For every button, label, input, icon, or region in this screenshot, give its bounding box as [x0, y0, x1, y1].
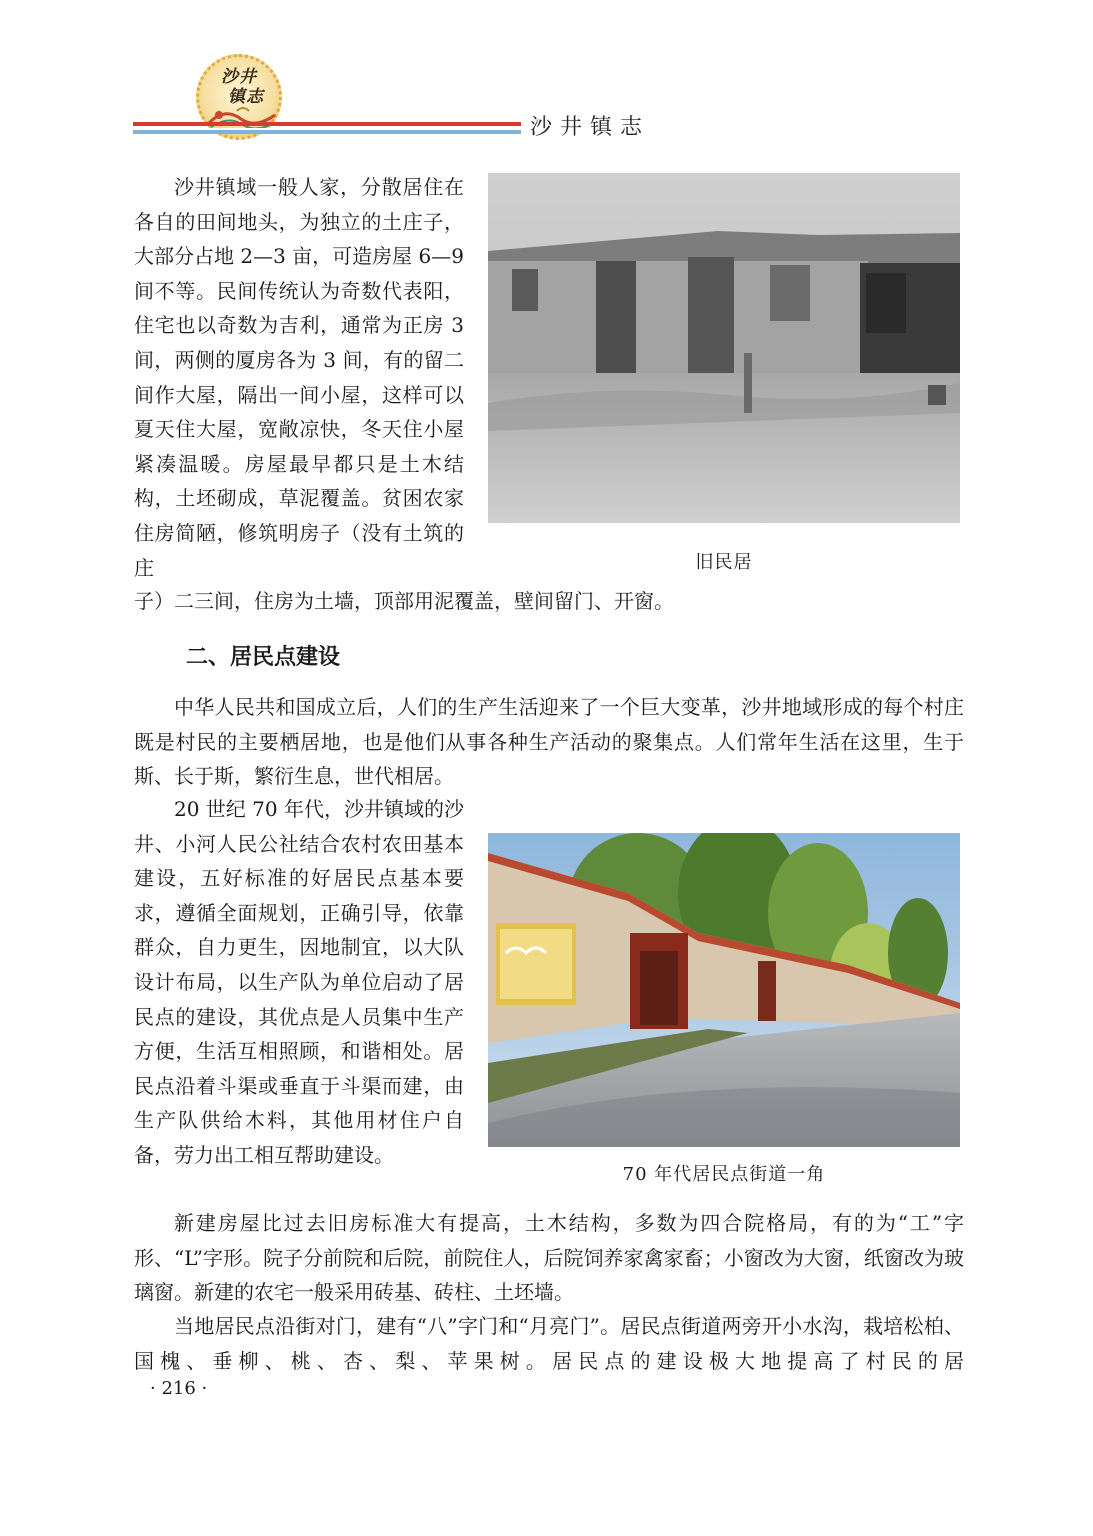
paragraph-after-1949: 中华人民共和国成立后，人们的生产生活迎来了一个巨大变革，沙井地域形成的每个村庄既是村民的主要栖居地，也是他们从事各种生产活动的聚集点。人们常年生活在这里，生于斯、长于斯，繁衍生息，世代相居。 [134, 695, 964, 789]
old-dwelling-image [488, 173, 960, 523]
caption-1970s-street: 70 年代居民点街道一角 [622, 1164, 826, 1185]
photo-old-dwelling [488, 173, 960, 523]
street-image [488, 833, 960, 1147]
caption-old-dwelling: 旧民居 [695, 552, 753, 573]
header-rule-red [133, 122, 521, 126]
photo-1970s-street [488, 833, 960, 1147]
running-head-title: 沙井镇志 [530, 115, 651, 140]
header-rule-blue [133, 130, 521, 134]
paragraph-new-houses: 新建房屋比过去旧房标准大有提高，土木结构，多数为四合院格局，有的为“工”字形、“L”字形。院子分前院和后院，前院住人，后院饲养家禽家畜；小窗改为大窗，纸窗改为玻璃窗。新建的农宅一般采用砖基、砖柱、土坯墙。 [134, 1211, 964, 1305]
section-heading: 二、居民点建设 [186, 645, 341, 670]
paragraph-old-houses: 沙井镇域一般人家，分散居住在各自的田间地头，为独立的土庄子，大部分占地 2—3 亩，可造房屋 6—9 间不等。民间传统认为奇数代表阳，住宅也以奇数为吉利，通常为正房 3 间，两侧的厦房各为 3 间，有的留二间作大屋，隔出一间小屋，这样可以夏天住大屋，宽敞凉快，冬天住小屋紧凑温暖。房屋最早都只是土木结构，土坯砌成，草泥覆盖。贫困农家住房简陋，修筑明房子（没有土筑的庄 [134, 175, 464, 580]
paragraph-1970s-construction: 20 世纪 70 年代，沙井镇域的沙井、小河人民公社结合农村农田基本建设，五好标准的好居民点基本要求，遵循全面规划，正确引导，依靠群众，自力更生，因地制宜，以大队设计布局，以生产队为单位启动了居民点的建设，其优点是人员集中生产方便，生活互相照顾，和谐相处。居民点沿着斗渠或垂直于斗渠而建，由生产队供给木料，其他用材住户自备，劳力出工相互帮助建设。 [134, 797, 464, 1167]
paragraph-old-houses-tail: 子）二三间，住房为土墙，顶部用泥覆盖，壁间留门、开窗。 [134, 589, 674, 613]
logo-lettering: 沙井 镇志 [221, 67, 264, 107]
page-number: · 216 · [150, 1378, 208, 1399]
paragraph-gates-and-trees: 当地居民点沿街对门，建有“八”字门和“月亮门”。居民点街道两旁开小水沟，栽培松柏、国槐、垂柳、桃、杏、梨、苹果树。居民点的建设极大地提高了村民的居 [134, 1314, 964, 1373]
